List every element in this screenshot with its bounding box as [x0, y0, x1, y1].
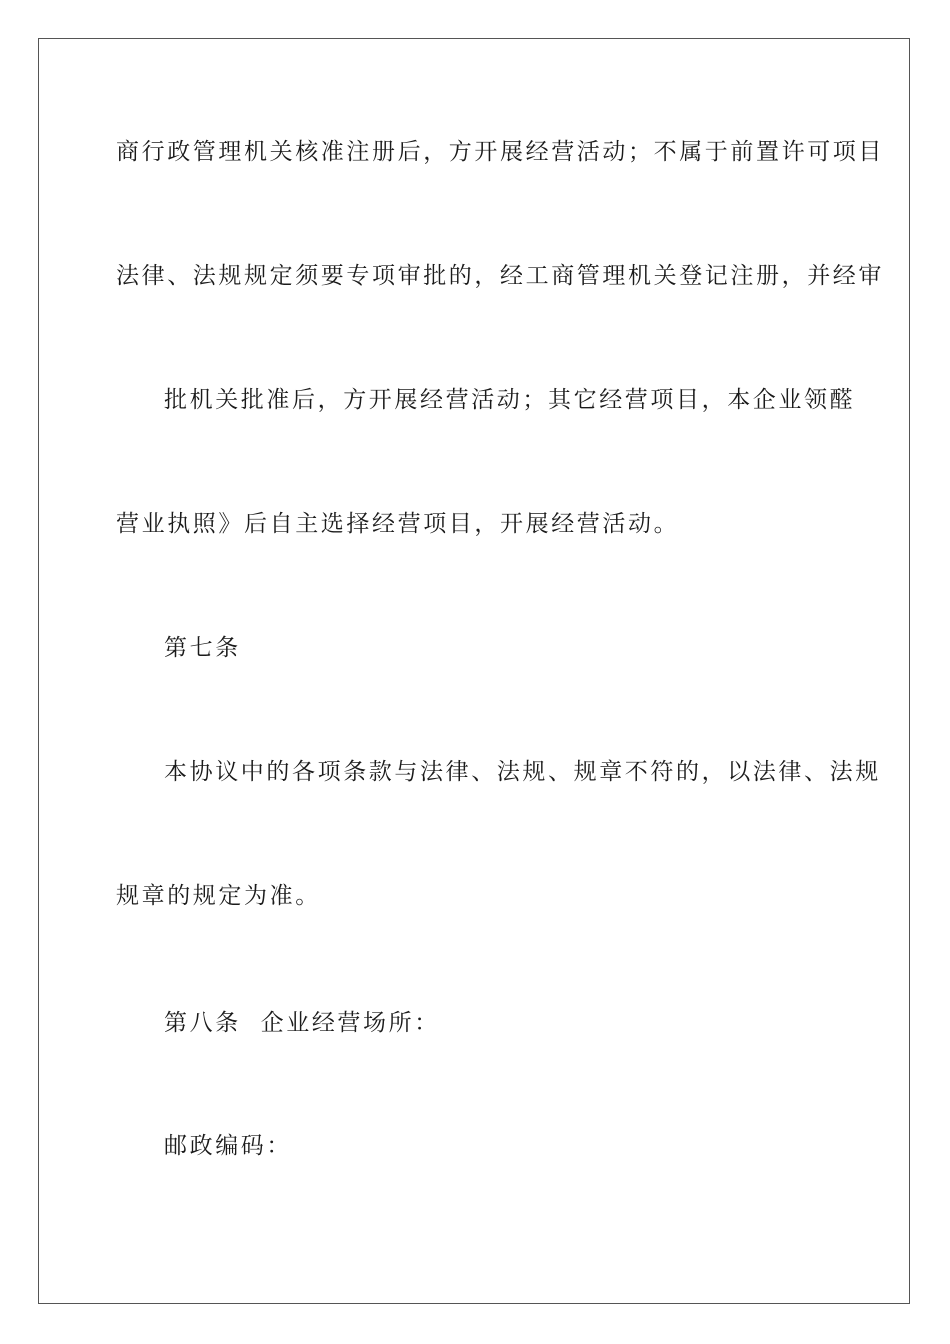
article-7-heading: 第七条: [164, 635, 241, 661]
page-border: [38, 38, 910, 1304]
postal-code-label: 邮政编码：: [164, 1133, 292, 1159]
text-line-1: 商行政管理机关核准注册后，方开展经营活动；不属于前置许可项目: [116, 139, 884, 165]
text-line-3: 批机关批准后，方开展经营活动；其它经营项目，本企业领醛: [164, 387, 856, 413]
text-line-2: 法律、法规规定须要专项审批的，经工商管理机关登记注册，并经审: [116, 263, 884, 289]
text-line-7: 规章的规定为准。: [116, 883, 321, 909]
article-8-heading: 第八条 企业经营场所：: [164, 1010, 440, 1036]
text-line-6: 本协议中的各项条款与法律、法规、规章不符的，以法律、法规: [164, 759, 881, 785]
text-line-4: 营业执照》后自主选择经营项目，开展经营活动。: [116, 511, 680, 537]
